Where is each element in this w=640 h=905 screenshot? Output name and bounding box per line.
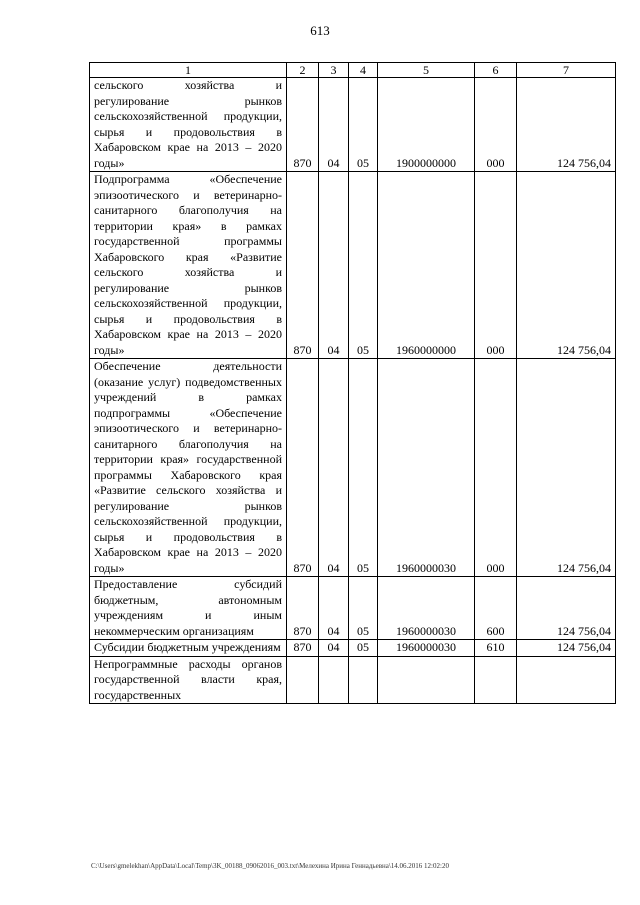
- row-expense-type: 610: [475, 640, 517, 657]
- table-row: [90, 78, 616, 172]
- row-amount: 124 756,04: [517, 359, 616, 577]
- row-ministry-code: 870: [287, 172, 319, 359]
- budget-table: [89, 62, 616, 704]
- page-number: 613: [310, 23, 330, 38]
- row-target-code: 1960000030: [378, 640, 475, 657]
- header-col-4: 4: [349, 63, 378, 78]
- row-name: Подпрограмма «Обеспечение эпизоотического и ветеринарно-санитарного благополучия на территории края» в рамках государственной программы Хабаровского края «Развитие сельского хозяйства и регулирование рынков сельскохозяйственной продукции, сырья и продовольствия в Хабаровском крае на 2013 – 2020 годы»: [90, 172, 287, 359]
- row-expense-type: 600: [475, 577, 517, 640]
- row-ministry-code: 870: [287, 78, 319, 172]
- row-name: Предоставление субсидий бюджетным, автономным учреждениям и иным некоммерческим организациям: [90, 577, 287, 640]
- header-col-2: 2: [287, 63, 319, 78]
- row-expense-type: 000: [475, 359, 517, 577]
- row-subsection-code: 05: [349, 359, 378, 577]
- row-name: Субсидии бюджетным учреждениям: [90, 640, 287, 657]
- row-subsection-code: 05: [349, 577, 378, 640]
- header-col-1: 1: [90, 63, 287, 78]
- header-col-6: 6: [475, 63, 517, 78]
- row-ministry-code: 870: [287, 577, 319, 640]
- header-col-7: 7: [517, 63, 616, 78]
- file-path-footer: C:\Users\gmelekhan\AppData\Local\Temp\3K_00188_09062016_003.txt\Мелехина Ирина Геннадьевна\14.06.2016 12:02:20: [91, 862, 449, 870]
- table-row: [90, 640, 616, 657]
- row-name: Обеспечение деятельности (оказание услуг) подведомственных учреждений в рамках подпрограммы «Обеспечение эпизоотического и ветеринарно-санитарного благополучия на территории края» государственной программы Хабаровского края «Развитие сельского хозяйства и регулирование рынков сельскохозяйственной продукции, сырья и продовольствия в Хабаровском крае на 2013 – 2020 годы»: [90, 359, 287, 577]
- row-amount: 124 756,04: [517, 172, 616, 359]
- row-section-code: 04: [319, 78, 349, 172]
- row-section-code: [319, 656, 349, 704]
- header-row: [90, 63, 616, 78]
- row-ministry-code: 870: [287, 640, 319, 657]
- row-amount: 124 756,04: [517, 577, 616, 640]
- row-name: сельского хозяйства и регулирование рынков сельскохозяйственной продукции, сырья и продовольствия в Хабаровском крае на 2013 – 2020 годы»: [90, 78, 287, 172]
- row-expense-type: 000: [475, 172, 517, 359]
- row-amount: 124 756,04: [517, 640, 616, 657]
- row-target-code: 1960000030: [378, 359, 475, 577]
- row-expense-type: [475, 656, 517, 704]
- table-row: [90, 172, 616, 359]
- table-row: [90, 359, 616, 577]
- row-amount: 124 756,04: [517, 78, 616, 172]
- row-section-code: 04: [319, 640, 349, 657]
- row-target-code: [378, 656, 475, 704]
- header-col-5: 5: [378, 63, 475, 78]
- row-target-code: 1960000000: [378, 172, 475, 359]
- row-subsection-code: 05: [349, 172, 378, 359]
- row-subsection-code: [349, 656, 378, 704]
- header-col-3: 3: [319, 63, 349, 78]
- row-target-code: 1900000000: [378, 78, 475, 172]
- row-ministry-code: 870: [287, 359, 319, 577]
- row-amount: [517, 656, 616, 704]
- row-subsection-code: 05: [349, 640, 378, 657]
- row-section-code: 04: [319, 359, 349, 577]
- row-subsection-code: 05: [349, 78, 378, 172]
- row-name: Непрограммные расходы органов государственной власти края, государственных: [90, 656, 287, 704]
- row-expense-type: 000: [475, 78, 517, 172]
- table-row: [90, 577, 616, 640]
- table-row: [90, 656, 616, 704]
- row-ministry-code: [287, 656, 319, 704]
- row-target-code: 1960000030: [378, 577, 475, 640]
- row-section-code: 04: [319, 172, 349, 359]
- row-section-code: 04: [319, 577, 349, 640]
